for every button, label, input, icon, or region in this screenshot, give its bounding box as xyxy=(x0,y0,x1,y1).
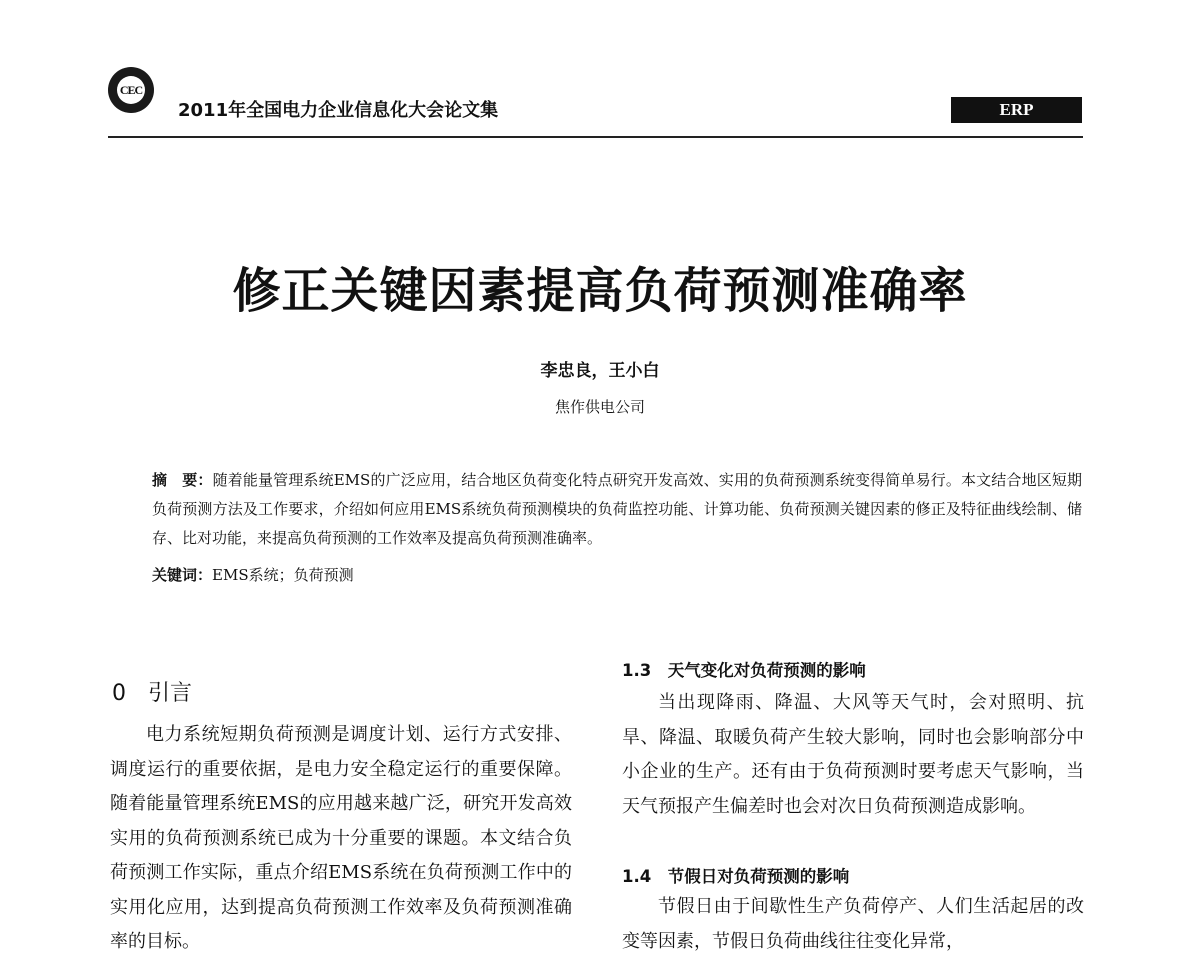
section-0-heading: 0 引言 xyxy=(112,681,192,706)
header-rule xyxy=(108,136,1083,138)
authors: 李忠良，王小白 xyxy=(540,361,660,381)
keywords-text: EMS系统；负荷预测 xyxy=(212,566,354,584)
section-1-4-body: 节假日由于间歇性生产负荷停产、人们生活起居的改变等因素，节假日负荷曲线往往变化异常， xyxy=(622,896,1084,952)
abstract xyxy=(152,466,1082,553)
category-tag: ERP xyxy=(951,97,1082,123)
keywords-label: 关键词： xyxy=(152,566,213,584)
abstract-label: 摘 要： xyxy=(152,471,213,489)
section-1-3-column xyxy=(622,686,1084,824)
affiliation: 焦作供电公司 xyxy=(554,398,645,416)
proceedings-title: 2011年全国电力企业信息化大会论文集 xyxy=(178,100,499,121)
section-1-3-body: 当出现降雨、降温、大风等天气时，会对照明、抗旱、降温、取暖负荷产生较大影响，同时也会影响部分中小企业的生产。还有由于负荷预测时要考虑天气影响，当天气预报产生偏差时也会对次日负荷预测造成影响。 xyxy=(622,692,1084,817)
section-1-3-heading: 1.3 天气变化对负荷预测的影响 xyxy=(622,661,866,680)
left-column xyxy=(110,718,572,960)
section-1-4-heading: 1.4 节假日对负荷预测的影响 xyxy=(622,867,850,886)
paper-title: 修正关键因素提高负荷预测准确率 xyxy=(232,263,968,319)
section-1-4-column xyxy=(622,890,1084,959)
cec-logo xyxy=(108,67,154,113)
keywords xyxy=(152,561,354,590)
abstract-text: 随着能量管理系统EMS的广泛应用，结合地区负荷变化特点研究开发高效、实用的负荷预测系统变得简单易行。本文结合地区短期负荷预测方法及工作要求，介绍如何应用EMS系统负荷预测模块的负荷监控功能、计算功能、负荷预测关键因素的修正及特征曲线绘制、储存、比对功能，来提高负荷预测的工作效率及提高负荷预测准确率。 xyxy=(152,471,1082,547)
logo-text: CEC xyxy=(117,76,145,104)
section-0-body: 电力系统短期负荷预测是调度计划、运行方式安排、调度运行的重要依据，是电力安全稳定运行的重要保障。随着能量管理系统EMS的应用越来越广泛，研究开发高效实用的负荷预测系统已成为十分重要的课题。本文结合负荷预测工作实际，重点介绍EMS系统在负荷预测工作中的实用化应用，达到提高负荷预测工作效率及负荷预测准确率的目标。 xyxy=(110,724,572,952)
